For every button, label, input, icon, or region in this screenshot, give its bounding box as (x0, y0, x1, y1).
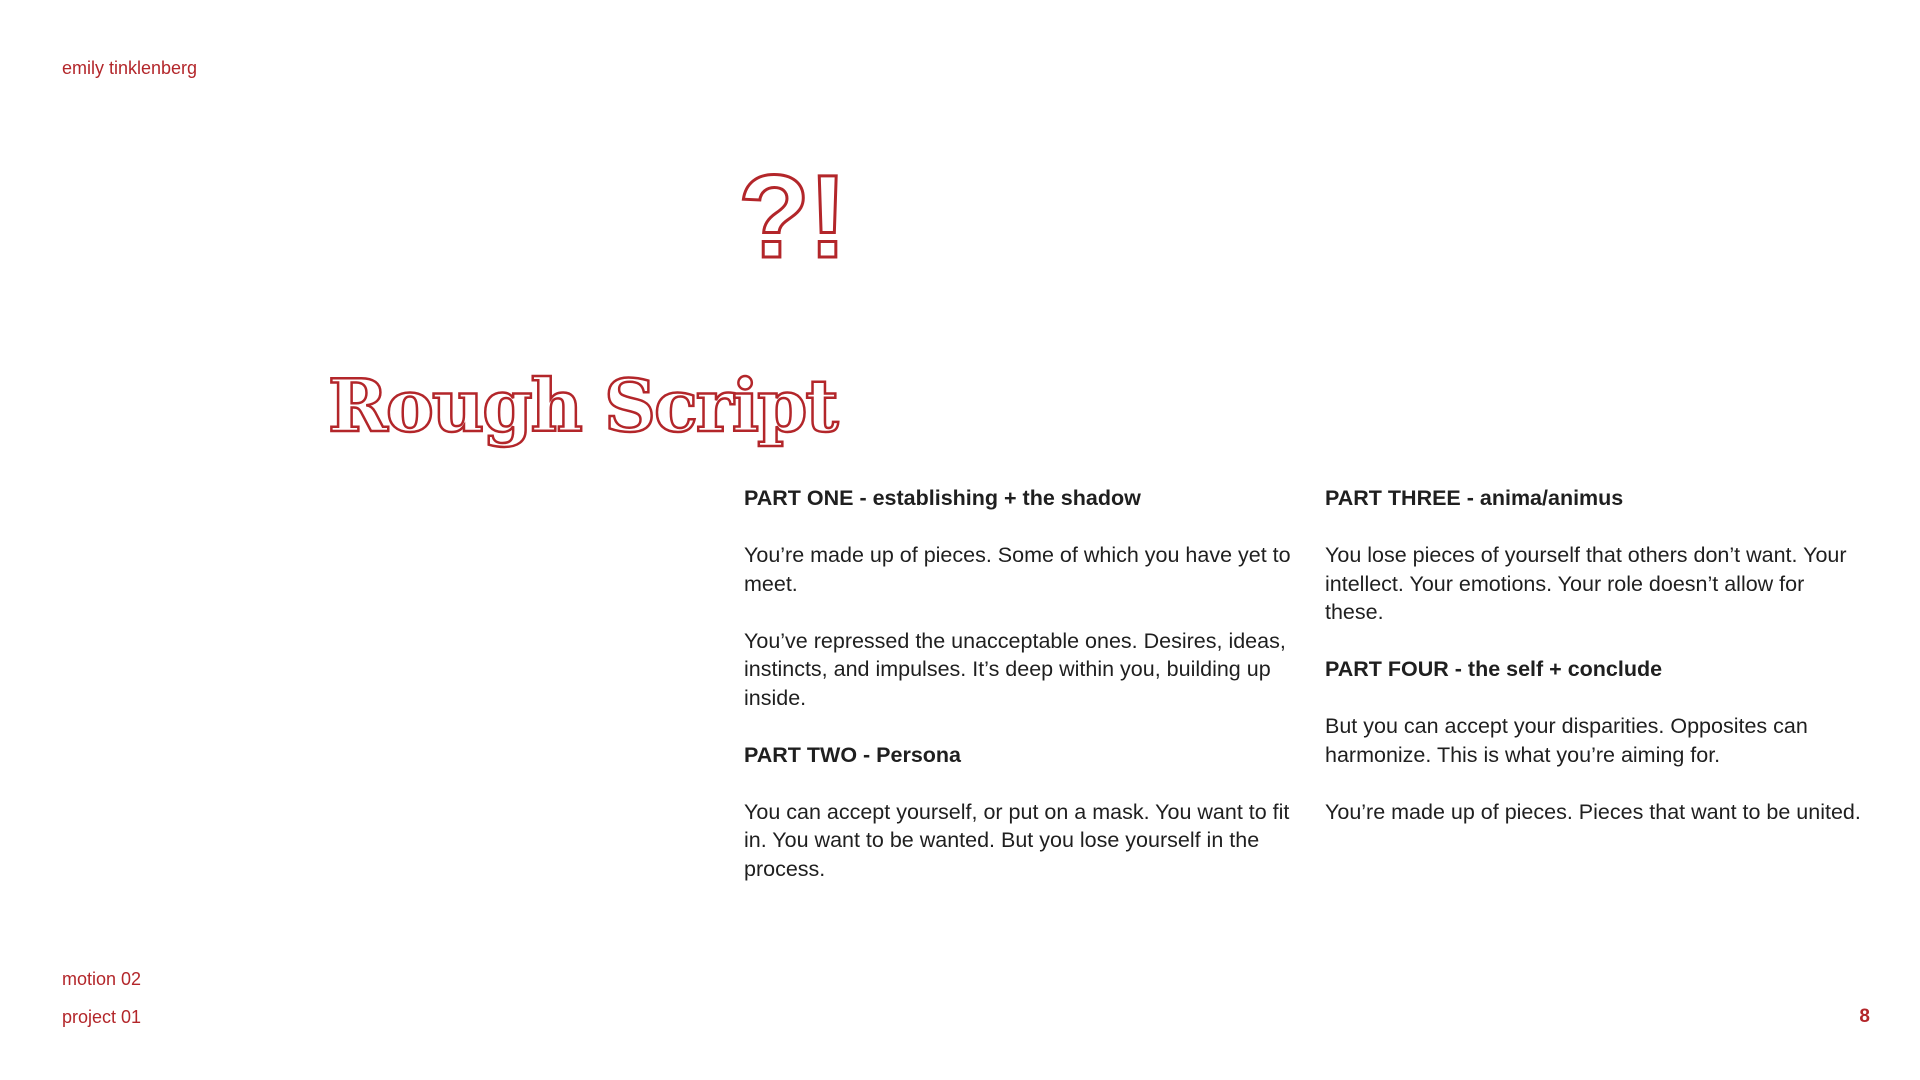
author-name: emily tinklenberg (62, 58, 198, 78)
section-heading: PART FOUR - the self + conclude (1325, 657, 1663, 681)
script-column-right (1325, 484, 1865, 855)
script-column-left (744, 484, 1304, 912)
script-paragraph: You’ve repressed the unacceptable ones. Desires, ideas, instincts, and impulses. It’s deep within you, building up inside. (744, 628, 1286, 710)
course-label: motion 02 (62, 969, 142, 989)
script-paragraph: But you can accept your disparities. Opposites can harmonize. This is what you’re aiming for. (1325, 714, 1808, 767)
script-paragraph: You lose pieces of yourself that others don’t want. Your intellect. Your emotions. Your role doesn’t allow for these. (1325, 543, 1847, 624)
script-paragraph: You’re made up of pieces. Some of which you have yet to meet. (744, 543, 1291, 596)
script-paragraph: You’re made up of pieces. Pieces that want to be united. (1325, 799, 1861, 824)
page-number: 8 (1859, 1006, 1870, 1027)
interrobang-mark: ?! (738, 151, 846, 283)
project-label: project 01 (62, 1007, 142, 1027)
script-paragraph: You can accept yourself, or put on a mask. You want to fit in. You want to be wanted. But you lose yourself in the process. (744, 799, 1290, 881)
section-heading: PART TWO - Persona (744, 742, 962, 767)
page-title: Rough Script (328, 363, 837, 448)
section-heading: PART ONE - establishing + the shadow (744, 486, 1141, 510)
section-heading: PART THREE - anima/animus (1325, 486, 1624, 510)
